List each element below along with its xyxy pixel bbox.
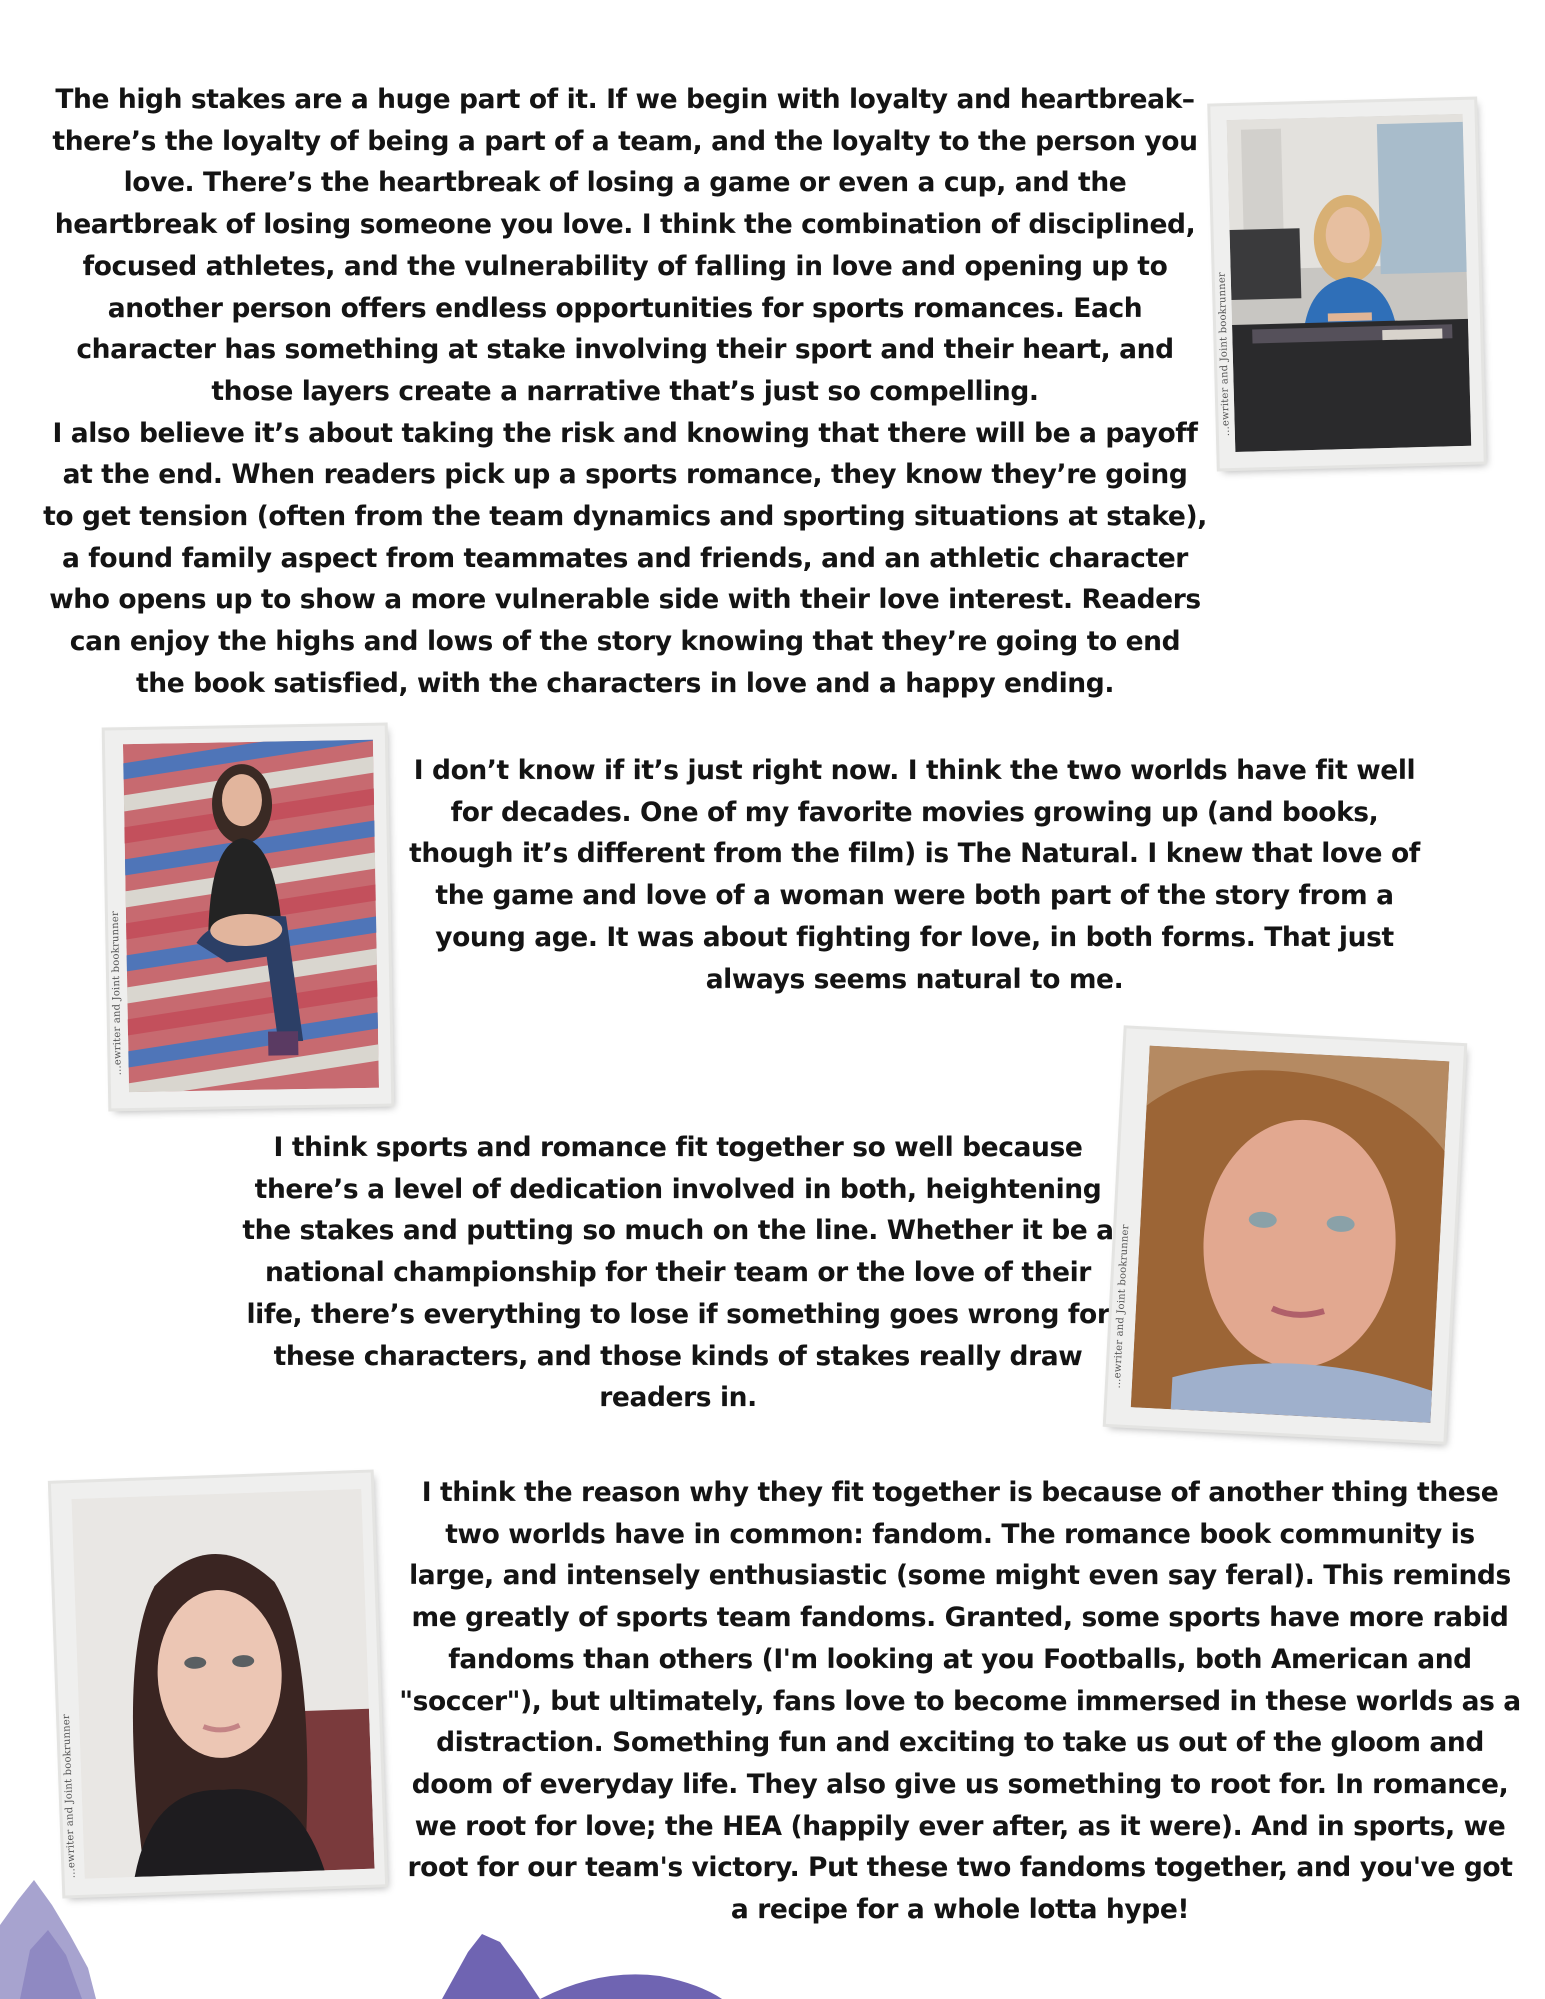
text-line: The high stakes are a huge part of it. If we begin with loyalty and heartbreak– (55, 84, 1195, 115)
text-line: I think sports and romance fit together so well because (273, 1132, 1083, 1163)
photo-credit: ...ewriter and Joint bookrunner (109, 910, 124, 1076)
text-line: the game and love of a woman were both part of the story from a (435, 880, 1394, 912)
text-line: I don’t know if it’s just right now. I think the two worlds have fit well (413, 755, 1416, 786)
text-line: doom of everyday life. They also give us something to root for. In romance, (411, 1768, 1509, 1800)
text-line: character has something at stake involving their sport and their heart, and (76, 334, 1174, 366)
text-line: though it’s different from the film) is The Natural. I knew that love of (409, 838, 1420, 870)
text-line: these characters, and those kinds of stakes really draw (273, 1340, 1083, 1372)
text-line: to get tension (often from the team dynamics and sporting situations at stake), (43, 501, 1207, 533)
text-line: can enjoy the highs and lows of the story knowing that they’re going to end (69, 626, 1181, 658)
text-line: distraction. Something fun and exciting to take us out of the gloom and (436, 1727, 1484, 1759)
text-line: for decades. One of my favorite movies growing up (and books, (450, 796, 1379, 828)
text-line: a found family aspect from teammates and friends, and an athletic character (62, 542, 1188, 574)
text-line: focused athletes, and the vulnerability of falling in love and opening up to (82, 250, 1168, 282)
text-line: at the end. When readers pick up a sports romance, they know they’re going (62, 459, 1188, 491)
text-line: "soccer"), but ultimately, fans love to become immersed in these worlds as a (399, 1685, 1521, 1717)
text-line: the stakes and putting so much on the line. Whether it be a (242, 1215, 1114, 1247)
text-line: root for our team's victory. Put these two fandoms together, and you've got (407, 1852, 1513, 1884)
photo-credit: ...ewriter and Joint bookrunner (1111, 1224, 1132, 1389)
text-line: fandoms than others (I'm looking at you Footballs, both American and (448, 1643, 1472, 1675)
text-line: readers in. (599, 1382, 757, 1414)
text-line: another person offers endless opportunities for sports romances. Each (107, 292, 1143, 324)
text-line: who opens up to show a more vulnerable side with their love interest. Readers (49, 584, 1201, 616)
text-line: we root for love; the HEA (happily ever after, as it were). And in sports, we (414, 1810, 1506, 1842)
text-line: heartbreak of losing someone you love. I think the combination of disciplined, (54, 209, 1196, 241)
text-line: a recipe for a whole lotta hype! (730, 1894, 1190, 1926)
hill-right (540, 1974, 722, 1999)
mountain-center (442, 1934, 540, 1999)
text-line: I think the reason why they fit together is because of another thing these (421, 1477, 1499, 1508)
text-line: the book satisfied, with the characters in love and a happy ending. (135, 667, 1115, 699)
text-line: I also believe it’s about taking the risk and knowing that there will be a payoff (52, 417, 1198, 449)
text-line: large, and intensely enthusiastic (some might even say feral). This reminds (409, 1560, 1511, 1592)
text-line: there’s the loyalty of being a part of a team, and the loyalty to the person you (52, 125, 1198, 157)
text-line: young age. It was about fighting for love, in both forms. That just (435, 921, 1394, 953)
text-line: always seems natural to me. (705, 963, 1124, 995)
photo-credit: ...ewriter and Joint bookrunner (60, 1713, 78, 1879)
text-line: those layers create a narrative that’s just so compelling. (211, 375, 1039, 407)
text-line: life, there’s everything to lose if something goes wrong for (246, 1298, 1110, 1330)
text-line: there’s a level of dedication involved in both, heightening (254, 1173, 1102, 1205)
photo-credit: ...ewriter and Joint bookrunner (1216, 271, 1232, 437)
text-line: me greatly of sports team fandoms. Granted, some sports have more rabid (411, 1602, 1509, 1634)
text-line: love. There’s the heartbreak of losing a game or even a cup, and the (123, 167, 1127, 199)
text-line: national championship for their team or the love of their (265, 1257, 1091, 1289)
text-line: two worlds have in common: fandom. The romance book community is (445, 1518, 1475, 1550)
